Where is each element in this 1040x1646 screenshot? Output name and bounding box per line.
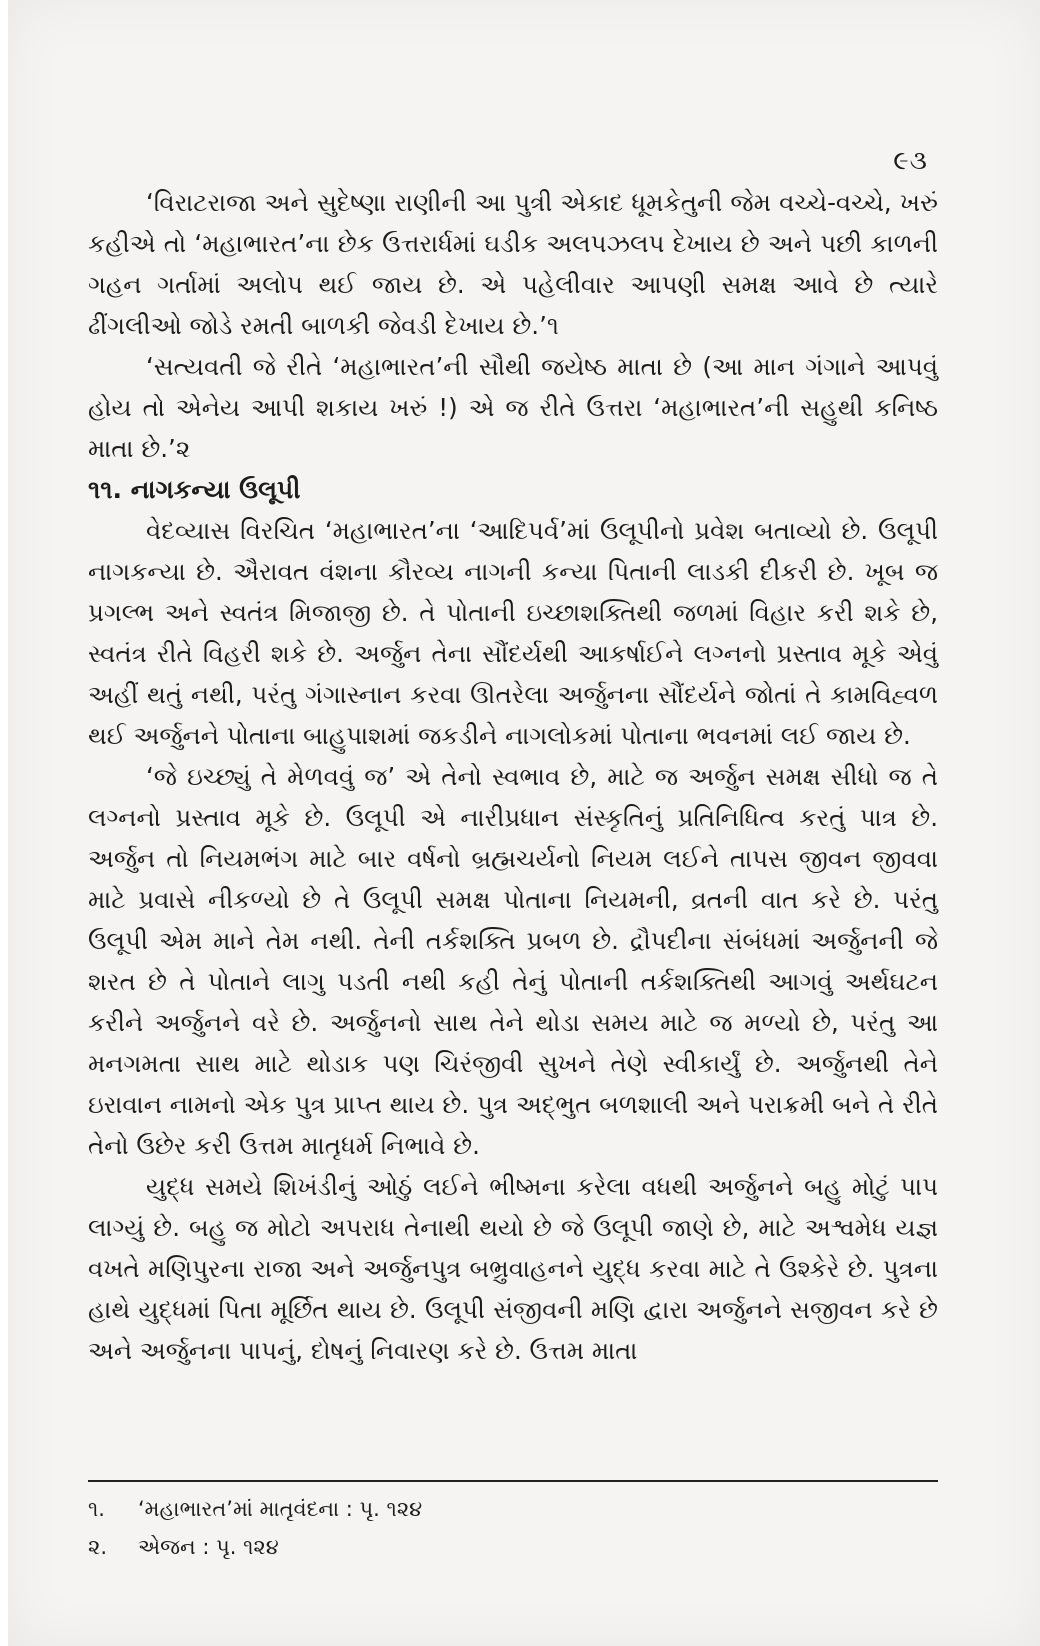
paragraph-body-3: યુદ્ધ સમયે શિખંડીનું ઓઠું લઈને ભીષ્મના કરેલા વધથી અર્જુનને બહુ મોટું પાપ લાગ્યું છે. બહુ જ મોટો અપરાધ તેનાથી થયો છે જે ઉલૂપી જાણે છે, માટે અશ્વમેધ યજ્ઞ વખતે મણિપુરના રાજા અને અર્જુનપુત્ર બભ્રુવાહનને યુદ્ધ કરવા માટે તે ઉશ્કેરે છે. પુત્રના હાથે યુદ્ધમાં પિતા મૂર્છિત થાય છે. ઉલૂપી સંજીવની મણિ દ્વારા અર્જુનને સજીવન કરે છે અને અર્જુનના પાપનું, દોષનું નિવારણ કરે છે. ઉત્તમ માતા [88, 1172, 938, 1365]
footnote-text: એજન : પૃ. ૧૨૪ [138, 1535, 279, 1559]
footnote-divider [88, 1480, 938, 1482]
page-number: ૯૩ [893, 146, 928, 176]
page-body [88, 182, 938, 1371]
section-heading: ૧૧. નાગકન્યા ઉલૂપી [88, 475, 301, 504]
paragraph-quote-2: ‘સત્યવતી જે રીતે ‘મહાભારત’ની સૌથી જયેષ્ઠ માતા છે (આ માન ગંગાને આપવું હોય તો એનેય આપી શકાય ખરું !) એ જ રીતે ઉત્તરા ‘મહાભારત’ની સહુથી કનિષ્ઠ માતા છે.’૨ [88, 352, 938, 463]
footnote-text: ‘મહાભારત’માં માતૃવંદના : પૃ. ૧૨૪ [138, 1497, 423, 1521]
footnote-number: ૨. [88, 1535, 108, 1559]
footnotes [88, 1490, 938, 1566]
footnote [88, 1528, 938, 1566]
paragraph-body-1: વેદવ્યાસ વિરચિત ‘મહાભારત’ના ‘આદિપર્વ’માં ઉલૂપીનો પ્રવેશ બતાવ્યો છે. ઉલૂપી નાગકન્યા છે. ઐરાવત વંશના કૌરવ્ય નાગની કન્યા પિતાની લાડકી દીકરી છે. ખૂબ જ પ્રગલ્ભ અને સ્વતંત્ર મિજાજી છે. તે પોતાની ઇચ્છાશક્તિથી જળમાં વિહાર કરી શકે છે, સ્વતંત્ર રીતે વિહરી શકે છે. અર્જુન તેના સૌંદર્યથી આકર્ષાઈને લગ્નનો પ્રસ્તાવ મૂકે એવું અહીં થતું નથી, પરંતુ ગંગાસ્નાન કરવા ઊતરેલા અર્જુનના સૌંદર્યને જોતાં તે કામવિહ્વળ થઈ અર્જુનને પોતાના બાહુપાશમાં જકડીને નાગલોકમાં પોતાના ભવનમાં લઈ જાય છે. [88, 516, 938, 750]
book-page [8, 0, 1040, 1646]
paragraph-body-2: ‘જે ઇચ્છ્યું તે મેળવવું જ’ એ તેનો સ્વભાવ છે, માટે જ અર્જુન સમક્ષ સીધો જ તે લગ્નનો પ્રસ્તાવ મૂકે છે. ઉલૂપી એ નારીપ્રધાન સંસ્કૃતિનું પ્રતિનિધિત્વ કરતું પાત્ર છે. અર્જુન તો નિયમભંગ માટે બાર વર્ષનો બ્રહ્મચર્યનો નિયમ લઈને તાપસ જીવન જીવવા માટે પ્રવાસે નીકળ્યો છે તે ઉલૂપી સમક્ષ પોતાના નિયમની, વ્રતની વાત કરે છે. પરંતુ ઉલૂપી એમ માને તેમ નથી. તેની તર્કશક્તિ પ્રબળ છે. દ્રૌપદીના સંબંધમાં અર્જુનની જે શરત છે તે પોતાને લાગુ પડતી નથી કહી તેનું પોતાની તર્કશક્તિથી આગવું અર્થઘટન કરીને અર્જુનને વરે છે. અર્જુનનો સાથ તેને થોડા સમય માટે જ મળ્યો છે, પરંતુ આ મનગમતા સાથ માટે થોડાક પણ ચિરંજીવી સુખને તેણે સ્વીકાર્યું છે. અર્જુનથી તેને ઇરાવાન નામનો એક પુત્ર પ્રાપ્ત થાય છે. પુત્ર અદ્ભુત બળશાલી અને પરાક્રમી બને તે રીતે તેનો ઉછેર કરી ઉત્તમ માતૃધર્મ નિભાવે છે. [88, 762, 938, 1160]
footnote-number: ૧. [88, 1497, 105, 1521]
footnote [88, 1490, 938, 1528]
paragraph-quote-1: ‘વિરાટરાજા અને સુદેષ્ણા રાણીની આ પુત્રી એકાદ ધૂમકેતુની જેમ વચ્ચે-વચ્ચે, ખરું કહીએ તો ‘મહાભારત’ના છેક ઉત્તરાર્ધમાં ઘડીક અલપઝલપ દેખાય છે અને પછી કાળની ગહન ગર્તામાં અલોપ થઈ જાય છે. એ પહેલીવાર આપણી સમક્ષ આવે છે ત્યારે ઢીંગલીઓ જોડે રમતી બાળકી જેવડી દેખાય છે.’૧ [88, 188, 938, 340]
